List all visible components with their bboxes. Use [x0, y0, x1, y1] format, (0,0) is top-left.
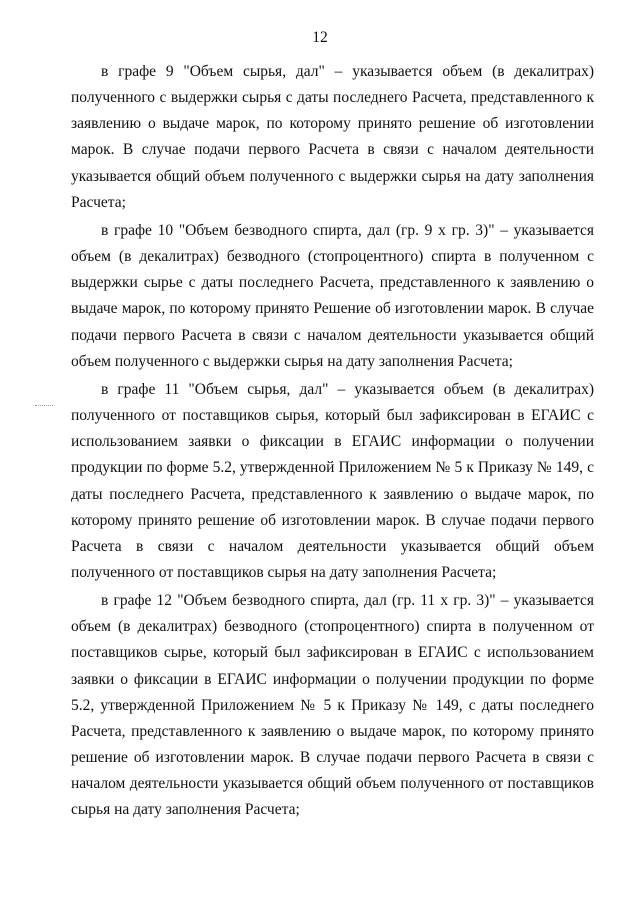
page-number: 12	[312, 29, 328, 46]
paragraph-column-9: в графе 9 "Объем сырья, дал" – указывается объем (в декалитрах) полученного с выдержки сырья с даты последнего Расчета, представленного к заявлению о выдаче марок, по которому принято решение об изготовлении марок. В случае подачи первого Расчета в связи с началом деятельности указывается общий объем полученного с выдержки сырья на дату заполнения Расчета;	[71, 63, 594, 211]
document-body	[71, 59, 594, 826]
paragraph-column-10: в графе 10 "Объем безводного спирта, дал (гр. 9 х гр. 3)" – указывается объем (в декалитрах) безводного (стопроцентного) спирта в полученном с выдержки сырье с даты последнего Расчета, представленного к заявлению о выдаче марок, по которому принято Решение об изготовлении марок. В случае подачи первого Расчета в связи с началом деятельности указывается общий объем полученного с выдержки сырья на дату заполнения Расчета;	[71, 221, 594, 370]
paragraph-column-12: в графе 12 "Объем безводного спирта, дал (гр. 11 х гр. 3)" – указывается объем (в декалитрах) безводного (стопроцентного) спирта в полученном от поставщиков сырье, который был зафиксирован в ЕГАИС с использованием заявки о фиксации в ЕГАИС информации о получении продукции по форме 5.2, утвержденной Приложением № 5 к Приказу № 149, с даты последнего Расчета, представленного к заявлению о выдаче марок, по которому принято решение об изготовлении марок. В случае подачи первого Расчета в связи с началом деятельности указывается общий объем полученного от поставщиков сырья на дату заполнения Расчета;	[71, 592, 594, 819]
margin-scan-mark	[35, 405, 53, 406]
paragraph-column-11: в графе 11 "Объем сырья, дал" – указывается объем (в декалитрах) полученного от поставщиков сырья, который был зафиксирован в ЕГАИС с использованием заявки о фиксации в ЕГАИС информации о получении продукции по форме 5.2, утвержденной Приложением № 5 к Приказу № 149, с даты последнего Расчета, представленного к заявлению о выдаче марок, по которому принято решение об изготовлении марок. В случае подачи первого Расчета в связи с началом деятельности указывается общий объем полученного от поставщиков сырья на дату заполнения Расчета;	[71, 380, 594, 581]
